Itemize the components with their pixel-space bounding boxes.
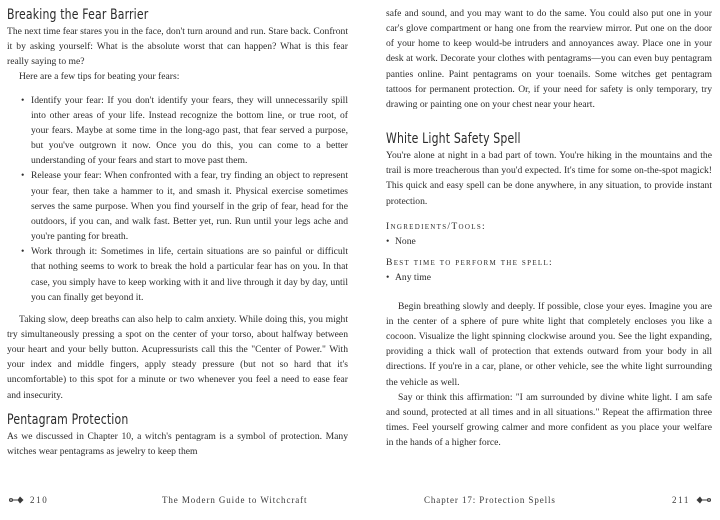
heading-breaking-fear-barrier: Breaking the Fear Barrier — [7, 7, 149, 23]
spell-intro-paragraph: You're alone at night in a bad part of town. You're hiking in the mountains and the trail is more treacherous than you'd expected. It's time for some on-the-spot magick! This quick and easy spell can be done anywhere, in any situation, to provide instant protection. — [386, 150, 712, 207]
left-page-number: 210 — [30, 495, 49, 505]
ingredients-list — [386, 234, 712, 249]
left-ornament-icon — [8, 495, 24, 505]
intro-paragraph: The next time fear stares you in the face, don't turn around and run. Stare back. Confront it by asking yourself: What is the absolute worst that can happen? What is this fear really saying to me? — [7, 26, 348, 68]
pentagram-paragraph: As we discussed in Chapter 10, a witch's pentagram is a symbol of protection. Many witches wear pentagrams as jewelry to keep them — [7, 430, 348, 457]
right-folio — [666, 495, 712, 505]
heading-white-light-safety-spell: White Light Safety Spell — [386, 131, 521, 148]
breathing-paragraph: Taking slow, deep breaths can also help to calm anxiety. While doing this, you might try simultaneously pressing a spot on the center of your torso, about halfway between your heart and your belly button. Acupressurists call this the "Center of Power." With your index and middle fingers, apply steady pressure (but not so hard that it's uncomfortable) to this spot for a minute or two whenever you feel a need to ease fear and insecurity. — [7, 313, 348, 401]
best-time-list — [386, 270, 712, 285]
list-item: • None — [395, 234, 712, 249]
right-ornament-icon — [696, 495, 712, 505]
right-running-title: Chapter 17: Protection Spells — [424, 495, 556, 505]
left-running-title: The Modern Guide to Witchcraft — [162, 495, 308, 505]
heading-pentagram-protection: Pentagram Protection — [7, 411, 129, 428]
affirmation-paragraph: Say or think this affirmation: "I am surrounded by divine white light. I am safe and sound, protected at all times and in all situations." Repeat the affirmation three times. Feel yourself growing calmer and more confident as you place your welfare in the hands of a higher force. — [386, 391, 712, 449]
visualization-paragraph: Begin breathing slowly and deeply. If possible, close your eyes. Imagine you are in the center of a sphere of pure white light that completely encloses you like a cocoon. Visualize the light spinning clockwise around you. See the light expanding, providing a thick wall of protection that extends outward from your body in all directions. If you're in a car, plane, or other vehicle, see the white light surrounding the vehicle as well. — [386, 300, 712, 388]
right-page — [360, 0, 720, 520]
left-folio — [8, 495, 54, 505]
list-item: • Any time — [395, 270, 712, 285]
best-time-label: Best time to perform the spell: — [386, 256, 554, 268]
ingredients-label: Ingredients/Tools: — [386, 220, 487, 232]
list-item: • Release your fear: When confronted with a fear, try finding an object to represent your fear, then take a hammer to it, and smash it. Physical exercise sometimes serves the same purpose. When you find yourself in the grip of fear, head for the outdoors, if you can, and walk fast. Better yet, run. Run until your legs ache and you're panting for breath. — [31, 168, 348, 244]
right-page-number: 211 — [672, 495, 690, 505]
tips-intro: Here are a few tips for beating your fears: — [19, 71, 180, 83]
list-item: • Work through it: Sometimes in life, certain situations are so painful or difficult that nothing seems to work to break the hold a particular fear has on you. In that case, you simply have to keep working with it and live through it day by day, until you can finally get beyond it. — [31, 244, 348, 305]
fear-tips-list — [7, 93, 348, 305]
continuation-paragraph: safe and sound, and you may want to do the same. You could also put one in your car's glove compartment or hang one from the rearview mirror. Put one on the door of your home to keep would-be intruders and annoyances away. Place one in your desk at work. Decorate your clothes with pentagrams—you can even buy pentagram panties online. Paint pentagrams on your toenails. Some witches get pentagram tattoos for permanent protection. Or, if your need for safety is only temporary, try drawing or painting one on your chest near your heart. — [386, 8, 712, 110]
list-item: • Identify your fear: If you don't identify your fears, they will unnecessarily spill into other areas of your life. Instead recognize the bottom line, or true root, of your fears. Maybe at some time in the long-ago past, that fear served a purpose, but you've outgrown it now. Once you do this, you can come to a better understanding of your fears and start to move past them. — [31, 93, 348, 169]
